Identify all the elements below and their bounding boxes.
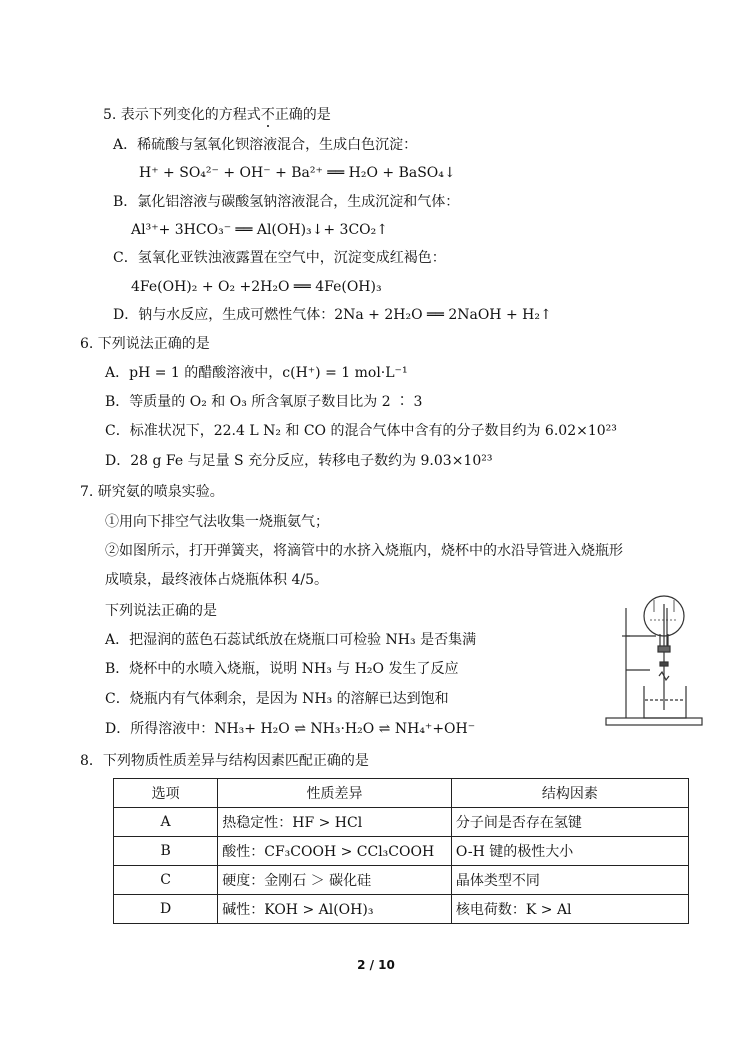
row-option: A: [114, 808, 218, 837]
q7-option-a: A．把湿润的蓝色石蕊试纸放在烧瓶口可检验 NH₃ 是否集满: [105, 632, 477, 648]
q5-option-b-equation: Al³⁺+ 3HCO₃⁻ ══ Al(OH)₃↓+ 3CO₂↑: [131, 222, 388, 238]
row-factor: 晶体类型不同: [451, 866, 688, 895]
q5-option-c-label: C．氢氧化亚铁浊液露置在空气中，沉淀变成红褐色：: [113, 250, 446, 266]
header-property-difference: 性质差异: [218, 779, 452, 808]
table-row: [114, 895, 689, 924]
table-header-row: [114, 779, 689, 808]
q7-option-b: B．烧杯中的水喷入烧瓶，说明 NH₃ 与 H₂O 发生了反应: [105, 661, 459, 677]
page-number: 2 / 10: [357, 958, 395, 972]
row-factor: 核电荷数：K > Al: [451, 895, 688, 924]
table-row: [114, 866, 689, 895]
header-option: 选项: [114, 779, 218, 808]
q5-emphasis: 不: [260, 107, 275, 123]
q5-option-d: D．钠与水反应，生成可燃性气体：2Na + 2H₂O ══ 2NaOH + H₂↑: [113, 307, 552, 323]
q7-step-2-line-2: 成喷泉，最终液体占烧瓶体积 4/5。: [105, 572, 328, 588]
header-structural-factor: 结构因素: [451, 779, 688, 808]
q7-option-c: C．烧瓶内有气体剩余，是因为 NH₃ 的溶解已达到饱和: [105, 691, 449, 707]
q8-table: [113, 778, 689, 924]
row-option: D: [114, 895, 218, 924]
stand-base: [606, 718, 702, 725]
fountain-apparatus-figure: [598, 590, 708, 730]
row-option: B: [114, 837, 218, 866]
q7-option-d: D．所得溶液中：NH₃+ H₂O ⇌ NH₃·H₂O ⇌ NH₄⁺+OH⁻: [105, 721, 476, 737]
q6-option-a: A．pH = 1 的醋酸溶液中，c(H⁺) = 1 mol·L⁻¹: [105, 365, 408, 381]
q5-option-a-equation: H⁺ + SO₄²⁻ + OH⁻ + Ba²⁺ ══ H₂O + BaSO₄↓: [139, 165, 456, 181]
q7-stem: 7. 研究氨的喷泉实验。: [80, 484, 224, 500]
row-option: C: [114, 866, 218, 895]
q7-subquestion: 下列说法正确的是: [105, 603, 217, 619]
q6-stem: 6. 下列说法正确的是: [80, 336, 210, 352]
row-property: 硬度：金刚石 ＞ 碳化硅: [218, 866, 452, 895]
q8-stem: 8．下列物质性质差异与结构因素匹配正确的是: [80, 753, 369, 769]
q6-option-c: C．标准状况下，22.4 L N₂ 和 CO 的混合气体中含有的分子数目约为 6.02×10²³: [105, 423, 617, 439]
q5-option-a-label: A．稀硫酸与氢氧化钡溶液混合，生成白色沉淀：: [113, 137, 418, 153]
q6-option-b: B．等质量的 O₂ 和 O₃ 所含氧原子数目比为 2 ∶ 3: [105, 394, 423, 410]
table-row: [114, 837, 689, 866]
beaker: [644, 686, 686, 718]
row-factor: O-H 键的极性大小: [451, 837, 688, 866]
row-factor: 分子间是否存在氢键: [451, 808, 688, 837]
row-property: 热稳定性：HF > HCl: [218, 808, 452, 837]
row-property: 碱性：KOH > Al(OH)₃: [218, 895, 452, 924]
q7-step-1: ①用向下排空气法收集一烧瓶氨气；: [105, 514, 329, 530]
row-property: 酸性：CF₃COOH > CCl₃COOH: [218, 837, 452, 866]
q7-step-2-line-1: ②如图所示，打开弹簧夹，将滴管中的水挤入烧瓶内，烧杯中的水沿导管进入烧瓶形: [105, 543, 623, 559]
q5-stem: 5. 表示下列变化的方程式不正确的是: [103, 107, 331, 123]
q5-option-b-label: B．氯化铝溶液与碳酸氢钠溶液混合，生成沉淀和气体：: [113, 194, 460, 210]
q5-option-c-equation: 4Fe(OH)₂ + O₂ +2H₂O ══ 4Fe(OH)₃: [131, 279, 382, 295]
table-row: [114, 808, 689, 837]
q6-option-d: D．28 g Fe 与足量 S 充分反应，转移电子数约为 9.03×10²³: [105, 453, 493, 469]
